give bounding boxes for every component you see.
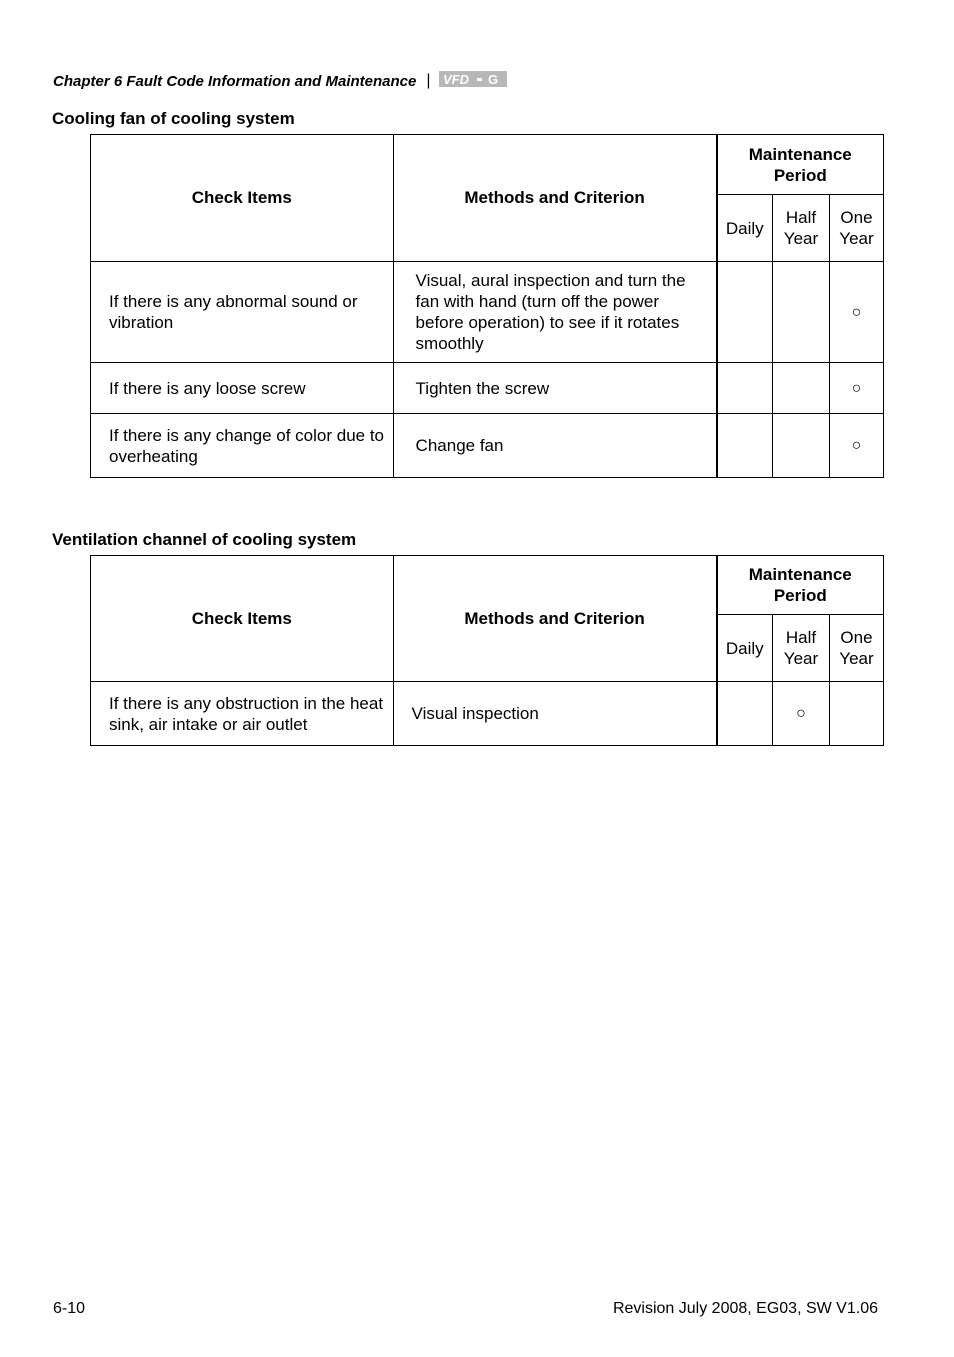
daily-mark (717, 262, 773, 363)
cooling-fan-table (90, 134, 884, 478)
header-methods: Methods and Criterion (393, 556, 716, 682)
header-maintenance-period: Maintenance Period (717, 556, 884, 615)
daily-mark (717, 363, 773, 414)
page-header (53, 70, 507, 92)
revision-info: Revision July 2008, EG03, SW V1.06 (612, 1300, 878, 1317)
header-half-year: Half Year (772, 195, 829, 262)
half-year-mark (772, 262, 829, 363)
header-separator: | (426, 72, 431, 89)
svg-text:VFD: VFD (442, 71, 469, 87)
table-row (91, 414, 884, 478)
header-maintenance-period: Maintenance Period (717, 135, 884, 195)
daily-mark (717, 682, 773, 746)
check-item: If there is any loose screw (91, 363, 394, 414)
half-year-mark (772, 414, 829, 478)
table-row (91, 262, 884, 363)
page-number: 6-10 (53, 1300, 86, 1317)
table-row (91, 682, 884, 746)
method: Change fan (393, 414, 716, 478)
section-title-ventilation-channel: Ventilation channel of cooling system (52, 530, 357, 549)
check-item: If there is any obstruction in the heat sink, air intake or air outlet (91, 682, 394, 746)
header-one-year: One Year (829, 195, 883, 262)
half-year-mark: ○ (772, 682, 829, 746)
header-daily: Daily (717, 195, 773, 262)
method: Visual, aural inspection and turn the fan with hand (turn off the power before operation) to see if it rotates smoothly (393, 262, 716, 363)
method: Tighten the screw (393, 363, 716, 414)
header-methods: Methods and Criterion (393, 135, 716, 262)
header-check-items: Check Items (91, 556, 394, 682)
table-row (91, 363, 884, 414)
daily-mark (717, 414, 773, 478)
half-year-mark (772, 363, 829, 414)
header-one-year: One Year (829, 615, 883, 682)
one-year-mark: ○ (829, 414, 883, 478)
check-item: If there is any abnormal sound or vibration (91, 262, 394, 363)
vfd-g-logo (439, 70, 507, 93)
one-year-mark: ○ (829, 363, 883, 414)
header-daily: Daily (717, 615, 773, 682)
chapter-title: Chapter 6 Fault Code Information and Maintenance (53, 72, 417, 90)
svg-text:G: G (487, 71, 498, 87)
method: Visual inspection (393, 682, 716, 746)
header-half-year: Half Year (772, 615, 829, 682)
check-item: If there is any change of color due to overheating (91, 414, 394, 478)
header-check-items: Check Items (91, 135, 394, 262)
ventilation-channel-table (90, 555, 884, 746)
section-title-cooling-fan: Cooling fan of cooling system (52, 109, 295, 128)
one-year-mark: ○ (829, 262, 883, 363)
one-year-mark (829, 682, 883, 746)
